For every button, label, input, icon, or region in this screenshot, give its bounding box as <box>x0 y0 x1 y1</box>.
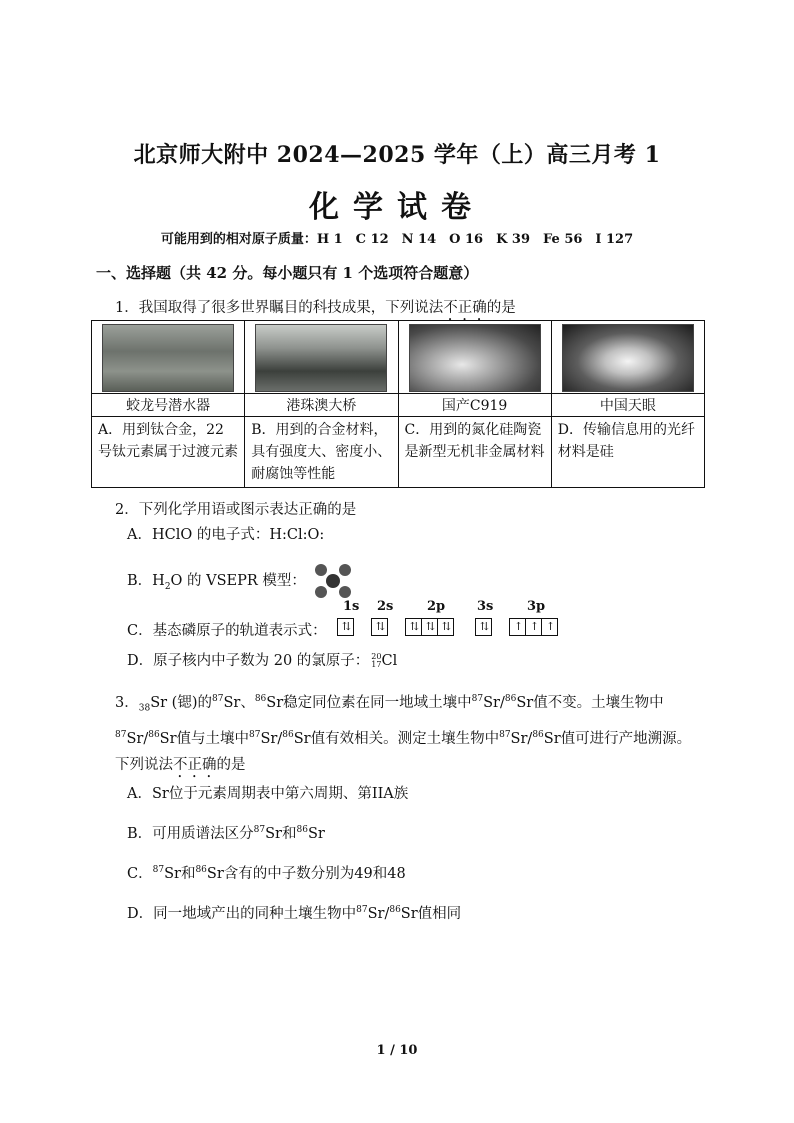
option-1b[interactable]: B．用到的合金材料，具有强度大、密度小、耐腐蚀等性能 <box>245 417 398 488</box>
subject-title: 化学试卷 <box>309 190 485 225</box>
option-1c[interactable]: C．用到的氮化硅陶瓷是新型无机非金属材料 <box>398 417 551 488</box>
submarine-photo <box>102 324 234 392</box>
atomic-masses: 可能用到的相对原子质量：H 1 C 12 N 14 O 16 K 39 Fe 56 I 127 <box>160 232 634 247</box>
option-2b[interactable]: B．$H_2O$ 的 VSEPR 模型： <box>127 563 353 599</box>
option-1d[interactable]: D．传输信息用的光纤材料是硅 <box>551 417 704 488</box>
caption-c: 国产C919 <box>398 394 551 417</box>
question-1-table <box>91 320 705 488</box>
vsepr-model-icon <box>313 563 353 599</box>
telescope-photo <box>562 324 694 392</box>
caption-a: 蛟龙号潜水器 <box>92 394 245 417</box>
option-2c[interactable]: C．基态磷原子的轨道表示式： <box>127 623 327 639</box>
option-3c[interactable]: C．$^{87}$Sr和$^{86}$Sr含有的中子数分别为49和48 <box>127 865 406 882</box>
bridge-photo <box>255 324 387 392</box>
option-2a[interactable]: A．HClO 的电子式：H:Cl:O: <box>127 527 325 543</box>
exam-title: 北京师大附中 2024—2025 学年（上）高三月考 1 <box>133 142 661 168</box>
caption-d: 中国天眼 <box>551 394 704 417</box>
option-3a[interactable]: A．Sr位于元素周期表中第六周期、第IIA族 <box>127 786 409 802</box>
section-heading: 一、选择题（共 42 分。每小题只有 1 个选项符合题意） <box>96 264 479 282</box>
option-3d[interactable]: D．同一地域产出的同种土壤生物中$^{87}$Sr/$^{86}$Sr值相同 <box>127 905 462 922</box>
option-1a[interactable]: A．用到钛合金，22 号钛元素属于过渡元素 <box>92 417 245 488</box>
question-3-stem: 3．$_{38}$Sr (锶)的$^{87}$Sr、$^{86}$Sr稳定同位素在同一地域土壤中$^{87}$Sr/$^{86}$Sr值不变。土壤生物中 $^{87}$Sr/$^{86}$Sr值与土壤中$^{87}$Sr/$^{86}$Sr值有效相关。测定土壤生物中$^{87}$Sr/$^{86}$Sr值可进行产地溯源。 下列说法不正确的是 <box>115 694 692 773</box>
electron-formula: H:Cl:O: <box>269 527 325 543</box>
aircraft-photo <box>409 324 541 392</box>
question-1-stem: 1．我国取得了很多世界瞩目的科技成果，下列说法不正确的是 <box>115 300 516 316</box>
option-3b[interactable]: B．可用质谱法区分$^{87}$Sr和$^{86}$Sr <box>127 825 325 842</box>
question-2-stem: 2．下列化学用语或图示表达正确的是 <box>115 502 357 518</box>
option-2d[interactable]: D．原子核内中子数为 20 的氯原子： 20 17 Cl <box>127 652 398 669</box>
caption-b: 港珠澳大桥 <box>245 394 398 417</box>
page-number: 1 / 10 <box>376 1043 418 1058</box>
